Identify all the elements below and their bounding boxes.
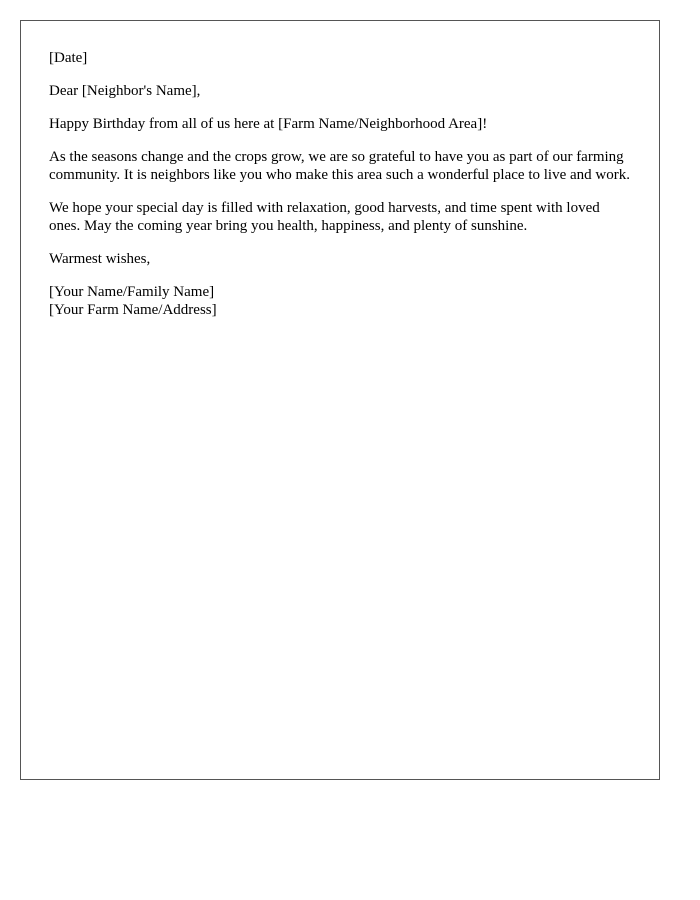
letter-closing: Warmest wishes, (49, 251, 151, 267)
letter-paragraph-community: As the seasons change and the crops grow, we are so grateful to have you as part of our farming community. It is neighbors like you who make this area such a wonderful place to live and work. (49, 149, 630, 183)
letter-date: [Date] (49, 50, 88, 66)
signature-address: [Your Farm Name/Address] (49, 302, 217, 318)
letter-salutation: Dear [Neighbor's Name], (49, 83, 201, 99)
signature-name: [Your Name/Family Name] (49, 284, 215, 300)
letter-paragraph-greeting: Happy Birthday from all of us here at [Farm Name/Neighborhood Area]! (49, 116, 488, 132)
letter-paragraph-wishes: We hope your special day is filled with relaxation, good harvests, and time spent with loved ones. May the coming year bring you health, happiness, and plenty of sunshine. (49, 200, 600, 234)
letter-signature (49, 283, 631, 319)
letter-page (20, 20, 660, 780)
